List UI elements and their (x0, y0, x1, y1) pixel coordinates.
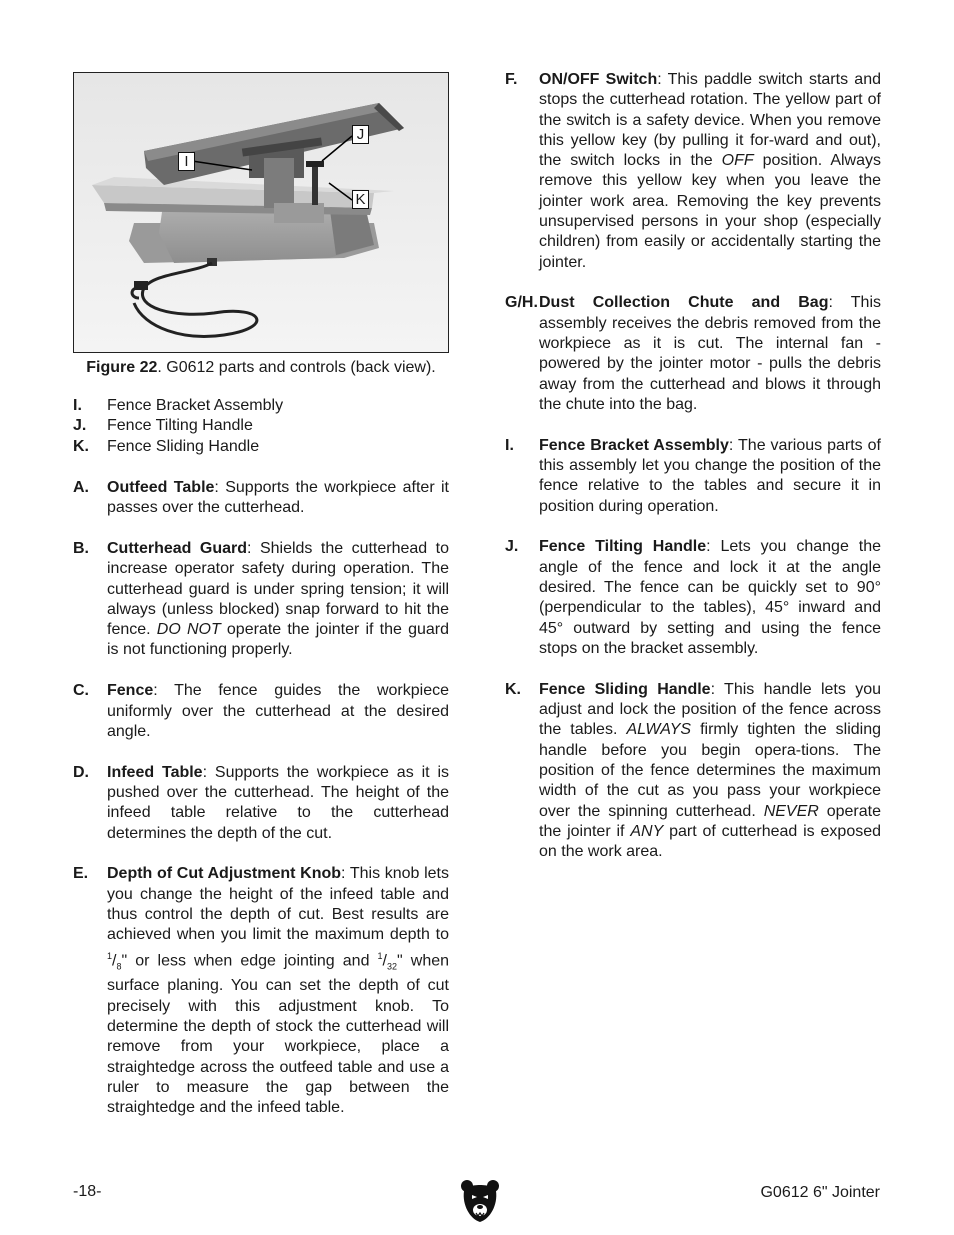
callout-i: I (178, 152, 195, 171)
entry-letter: D. (73, 763, 89, 781)
jointer-photo-illustration (74, 73, 448, 352)
callout-k: K (352, 190, 369, 209)
caption-label: Figure 22 (86, 359, 158, 376)
entry-text: operate the jointer if the guard is not functioning properly. (107, 621, 450, 659)
entry-text: : This assembly receives the debris removed from the workpiece as it is cut. The internal fan - powered by the jointer motor - pulls the debris away from the cutterhead and blows it through the chute into the bag. (539, 294, 882, 413)
entry-text: : This paddle switch starts and stops the cutterhead rotation. The yellow part of the switch is a safety device. When you remove this yellow key (by pulling it for-ward and out), the switch locks in the (539, 71, 881, 170)
entry-dust-collection (505, 293, 881, 415)
page-number: -18- (73, 1183, 102, 1200)
legend-item (73, 416, 449, 436)
entry-on-off-switch (505, 70, 881, 273)
model-name: G0612 6" Jointer (760, 1184, 880, 1201)
entry-letter: B. (73, 539, 89, 557)
entry-depth-of-cut-knob: E. Depth of Cut Adjustment Knob: This knob lets you change the height of the infeed table and thus control the depth of cut. Best results are achieved when you limit the maximum depth to $^1/_8$" or less when edge jointing and $^1/_{32}$" when surface planing. You can set the depth of cut precisely with this adjustment knob. To determine the depth of stock the cutterhead will remove from your workpiece, place a straightedge across the outfeed table and use a ruler to measure the gap between the straightedge and the infeed table. (73, 864, 449, 1118)
entry-fence-bracket (505, 436, 881, 517)
legend-letter: J. (73, 417, 87, 435)
entry-text: : Supports the workpiece after it passes over the cutterhead. (107, 478, 450, 517)
entry-letter: G/H. (505, 294, 538, 312)
entry-letter: K. (505, 680, 521, 698)
entry-letter: C. (73, 682, 89, 700)
entry-title: Fence Tilting Handle (539, 538, 707, 556)
entry-title: Outfeed Table (107, 478, 215, 496)
entry-fence (73, 681, 449, 742)
entry-text: operate the jointer if (539, 802, 881, 840)
entry-title: Fence (107, 682, 154, 700)
entry-title: Cutterhead Guard (107, 539, 248, 557)
legend-item (73, 396, 449, 416)
entry-letter: J. (505, 538, 519, 556)
entry-title: Dust Collection Chute and Bag (539, 294, 829, 312)
entry-text: " when surface planing. You can set the depth of cut precisely with this adjustment knob. To determine the depth of stock the cutterhead will remove from your workpiece, place a straightedge across the outfeed table and use a ruler to measure the gap between the straightedge and the infeed table. (107, 951, 450, 1117)
figure-caption (73, 358, 449, 377)
entry-title: Fence Sliding Handle (539, 680, 711, 698)
entry-text: firmly tighten the sliding handle before you begin opera-tions. The position of the fence determines the maximum width of the cut as you pass your workpiece over the spinning cutterhead. (539, 721, 881, 820)
entry-title: ON/OFF Switch (539, 71, 658, 88)
entry-emphasis: ANY (630, 822, 664, 840)
entry-text: : This knob lets you change the height of the infeed table and thus control the depth of cut. Best results are achieved when you limit the maximum depth to (107, 865, 449, 944)
entry-emphasis: NEVER (763, 802, 819, 820)
entry-title: Infeed Table (107, 763, 203, 781)
callout-j: J (352, 125, 369, 144)
entry-text: : Shields the cutterhead to increase operator safety during operation. The cutterhead guard is under spring tension; it will always (unless blocked) snap forward to hit the fence. (107, 539, 449, 639)
bear-head-icon (460, 1179, 500, 1223)
entry-text: position. Always remove this yellow key when you leave the jointer work area. Removing the key prevents unsupervised persons in your shop (especially children) from easily or accidentally starting the jointer. (539, 152, 881, 271)
legend-text: Fence Bracket Assembly (107, 397, 284, 414)
entry-fence-tilting-handle (505, 537, 881, 659)
right-column (505, 70, 881, 862)
entry-infeed-table (73, 763, 449, 844)
legend-text: Fence Sliding Handle (107, 437, 260, 455)
entry-cutterhead-guard (73, 539, 449, 661)
left-column (73, 72, 449, 1118)
entry-letter: I. (505, 436, 514, 454)
fraction-denominator: 32 (387, 961, 398, 972)
entry-fence-sliding-handle (505, 680, 881, 863)
entry-text: part of cutterhead is exposed on the work area. (539, 822, 882, 861)
entry-outfeed-table (73, 478, 449, 519)
entry-text: : This handle lets you adjust and lock the position of the fence across the tables. (539, 680, 882, 739)
entry-text: : Supports the workpiece as it is pushed over the cutterhead. The height of the infeed table relative to the cutterhead determines the depth of the cut. (107, 763, 449, 842)
entry-letter: E. (73, 865, 89, 883)
entry-emphasis: ALWAYS (626, 721, 692, 739)
entry-text: : Lets you change the angle of the fence and lock it at the angle desired. The fence can be quickly set to 90° (perpendicular to the tables), 45° inward and 45° outward by setting and using the fence stops on the bracket assembly. (539, 538, 882, 657)
legend-letter: K. (73, 437, 89, 455)
fraction-numerator: 1 (377, 950, 383, 961)
fraction-numerator: 1 (107, 950, 113, 961)
entry-text: : The fence guides the workpiece uniformly over the cutterhead at the desired angle. (107, 682, 449, 740)
legend-letter: I. (73, 397, 82, 414)
entry-emphasis: DO NOT (156, 621, 221, 639)
entry-letter: A. (73, 478, 89, 496)
entry-text: : The various parts of this assembly let you change the position of the fence relative to the tables and secure it in position during operation. (539, 436, 881, 515)
legend-item (73, 437, 449, 457)
entry-letter: F. (505, 71, 518, 88)
fraction-denominator: 8 (116, 961, 122, 972)
entry-title: Fence Bracket Assembly (539, 436, 729, 454)
entry-title: Depth of Cut Adjustment Knob (107, 865, 342, 883)
legend-text: Fence Tilting Handle (107, 417, 253, 435)
entry-emphasis: OFF (721, 152, 754, 170)
figure-22-photo (73, 72, 449, 353)
figure-legend (73, 396, 449, 457)
entry-text: " or less when edge jointing and (121, 951, 378, 969)
caption-text: . G0612 parts and controls (back view). (157, 359, 436, 376)
